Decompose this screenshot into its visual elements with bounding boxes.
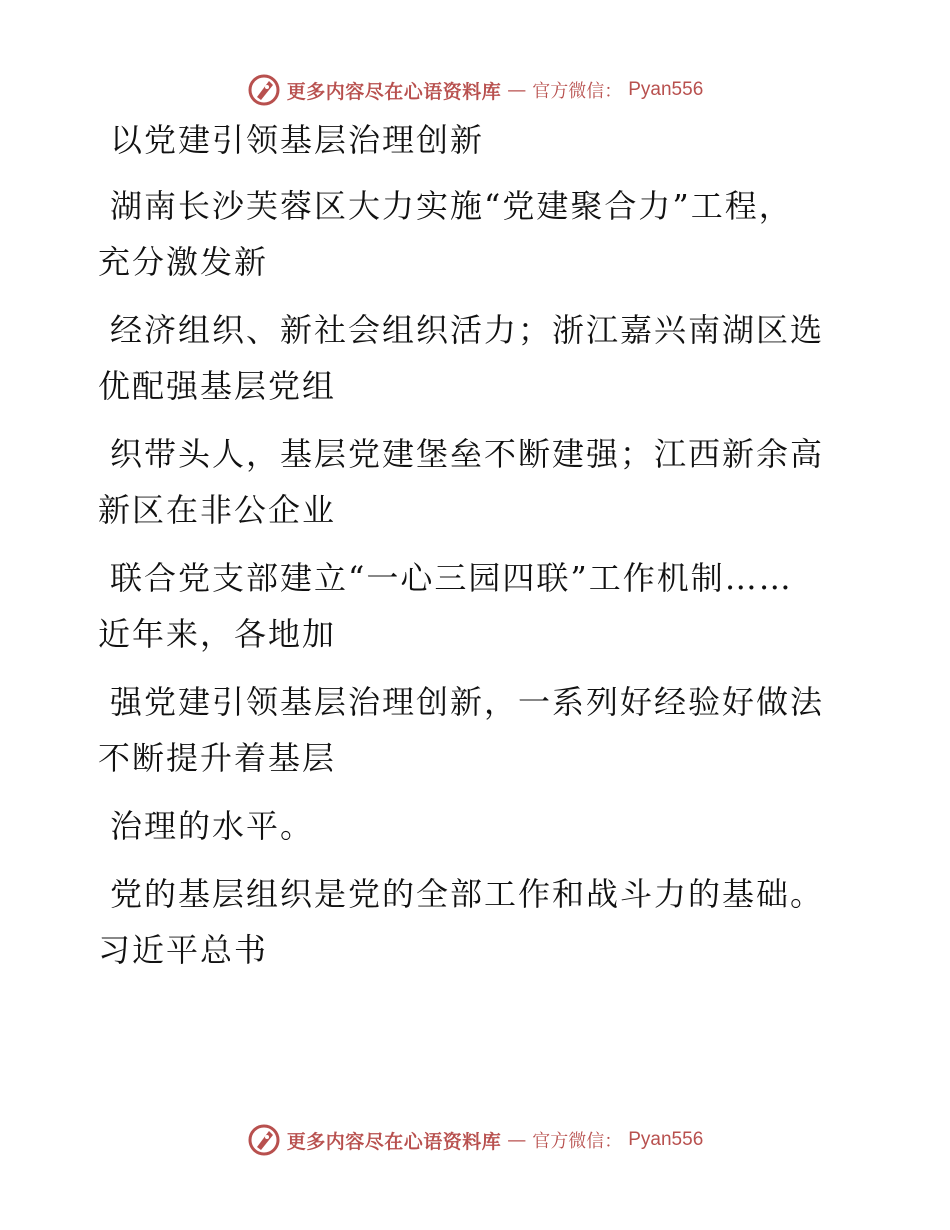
footer-banner xyxy=(0,1120,950,1160)
paragraph-line: 治理的水平。 xyxy=(110,807,315,845)
header-separator: — xyxy=(507,79,527,101)
footer-brand-text: 更多内容尽在心语资料库 xyxy=(286,1130,502,1153)
footer-separator: — xyxy=(507,1129,527,1151)
header-wechat-id: Pyan556 xyxy=(628,79,704,100)
paragraph-line: 联合党支部建立“一心三园四联”工作机制…… xyxy=(110,559,793,597)
header-wechat-label: 官方微信： xyxy=(532,81,623,102)
footer-wechat-label: 官方微信： xyxy=(532,1131,623,1152)
footer-wechat-id: Pyan556 xyxy=(628,1129,704,1150)
paragraph-line: 不断提升着基层 xyxy=(98,739,337,777)
header-brand-text: 更多内容尽在心语资料库 xyxy=(286,80,502,103)
paragraph-line: 习近平总书 xyxy=(98,931,269,969)
paragraph-line: 优配强基层党组 xyxy=(98,367,337,405)
paragraph-line: 党的基层组织是党的全部工作和战斗力的基础。 xyxy=(110,875,825,913)
paragraph-line: 充分激发新 xyxy=(98,243,269,281)
document-body xyxy=(98,120,838,970)
header-banner xyxy=(0,70,950,110)
paragraph-line: 近年来，各地加 xyxy=(98,615,337,653)
pen-nib-logo-icon xyxy=(247,1123,281,1157)
pen-nib-logo-icon xyxy=(247,73,281,107)
paragraph-line: 湖南长沙芙蓉区大力实施“党建聚合力”工程， xyxy=(110,187,793,225)
paragraph-line: 织带头人，基层党建堡垒不断建强；江西新余高 xyxy=(110,435,825,473)
paragraph-line: 经济组织、新社会组织活力；浙江嘉兴南湖区选 xyxy=(110,311,825,349)
paragraph-line: 新区在非公企业 xyxy=(98,491,337,529)
paragraph-line: 强党建引领基层治理创新，一系列好经验好做法 xyxy=(110,683,825,721)
document-title: 以党建引领基层治理创新 xyxy=(110,121,485,159)
